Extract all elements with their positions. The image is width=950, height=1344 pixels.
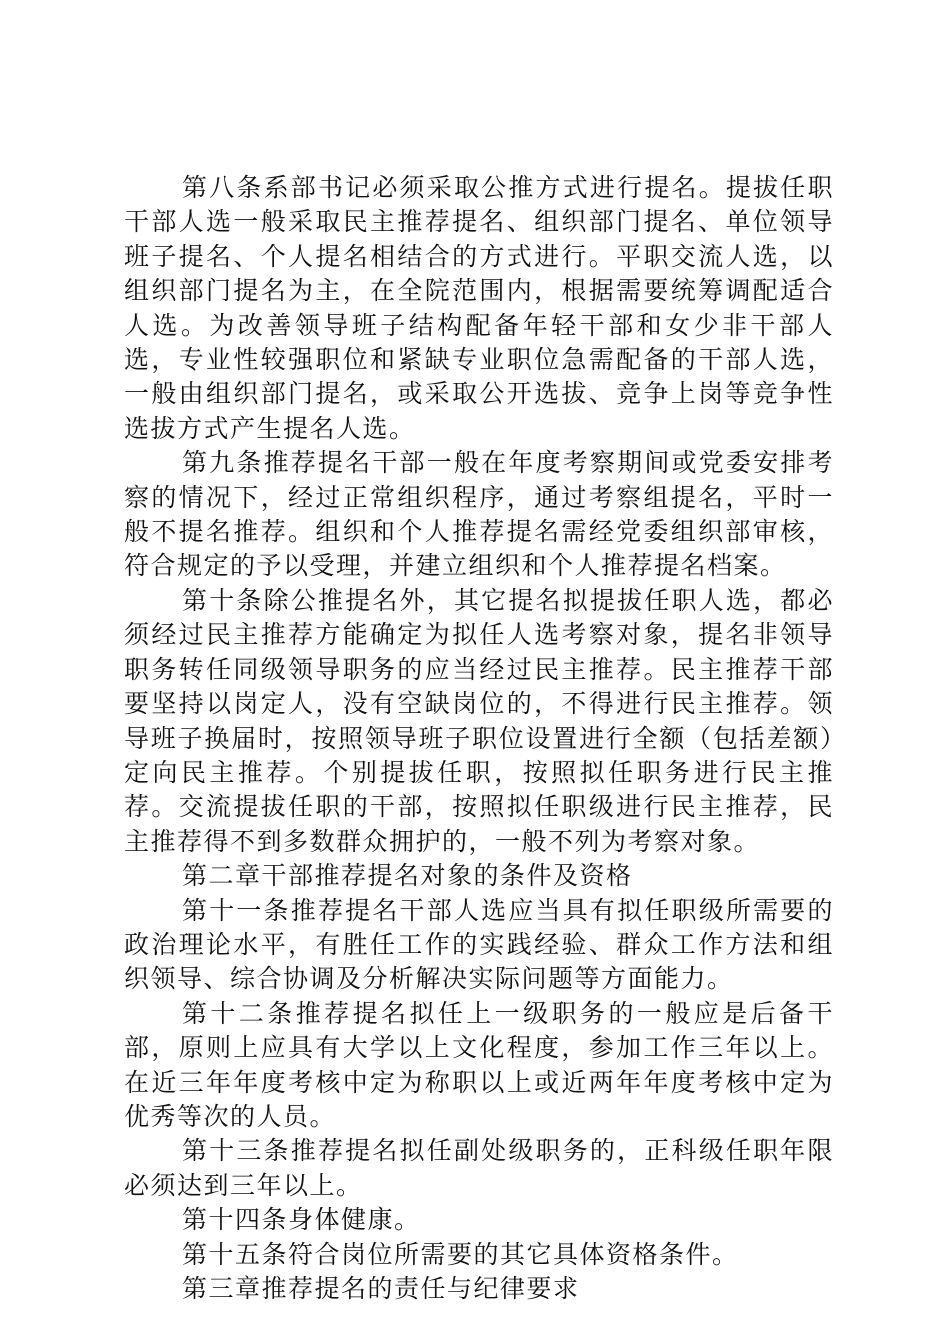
paragraph-article-11: 第十一条推荐提名干部人选应当具有拟任职级所需要的政治理论水平，有胜任工作的实践经验、群众工作方法和组织领导、综合协调及分析解决实际问题等方面能力。 — [124, 895, 834, 994]
paragraph-article-12: 第十二条推荐提名拟任上一级职务的一般应是后备干部，原则上应具有大学以上文化程度，参加工作三年以上。在近三年年度考核中定为称职以上或近两年年度考核中定为优秀等次的人员。 — [124, 998, 834, 1131]
paragraph-article-8: 第八条系部书记必须采取公推方式进行提名。提拔任职干部人选一般采取民主推荐提名、组织部门提名、单位领导班子提名、个人提名相结合的方式进行。平职交流人选，以组织部门提名为主，在全院范围内，根据需要统筹调配适合人选。为改善领导班子结构配备年轻干部和女少非干部人选，专业性较强职位和紧缺专业职位急需配备的干部人选，一般由组织部门提名，或采取公开选拔、竞争上岗等竞争性选拔方式产生提名人选。 — [124, 173, 834, 443]
paragraph-article-15: 第十五条符合岗位所需要的其它具体资格条件。 — [182, 1239, 739, 1269]
paragraph-article-10: 第十条除公推提名外，其它提名拟提拔任职人选，都必须经过民主推荐方能确定为拟任人选考察对象，提名非领导职务转任同级领导职务的应当经过民主推荐。民主推荐干部要坚持以岗定人，没有空缺岗位的，不得进行民主推荐。领导班子换届时，按照领导班子职位设置进行全额（包括差额）定向民主推荐。个别提拔任职，按照拟任职务进行民主推荐。交流提拔任职的干部，按照拟任职级进行民主推荐，民主推荐得不到多数群众拥护的，一般不列为考察对象。 — [124, 585, 834, 856]
paragraph-article-9: 第九条推荐提名干部一般在年度考察期间或党委安排考察的情况下，经过正常组织程序，通过考察组提名，平时一般不提名推荐。组织和个人推荐提名需经党委组织部审核，符合规定的予以受理，并建立组织和个人推荐提名档案。 — [124, 448, 834, 581]
paragraph-article-14: 第十四条身体健康。 — [182, 1205, 421, 1235]
chapter-heading-2: 第二章干部推荐提名对象的条件及资格 — [182, 861, 633, 891]
chapter-heading-3: 第三章推荐提名的责任与纪律要求 — [182, 1274, 580, 1303]
paragraph-article-13: 第十三条推荐提名拟任副处级职务的，正科级任职年限必须达到三年以上。 — [124, 1136, 834, 1200]
document-page — [124, 171, 834, 1306]
